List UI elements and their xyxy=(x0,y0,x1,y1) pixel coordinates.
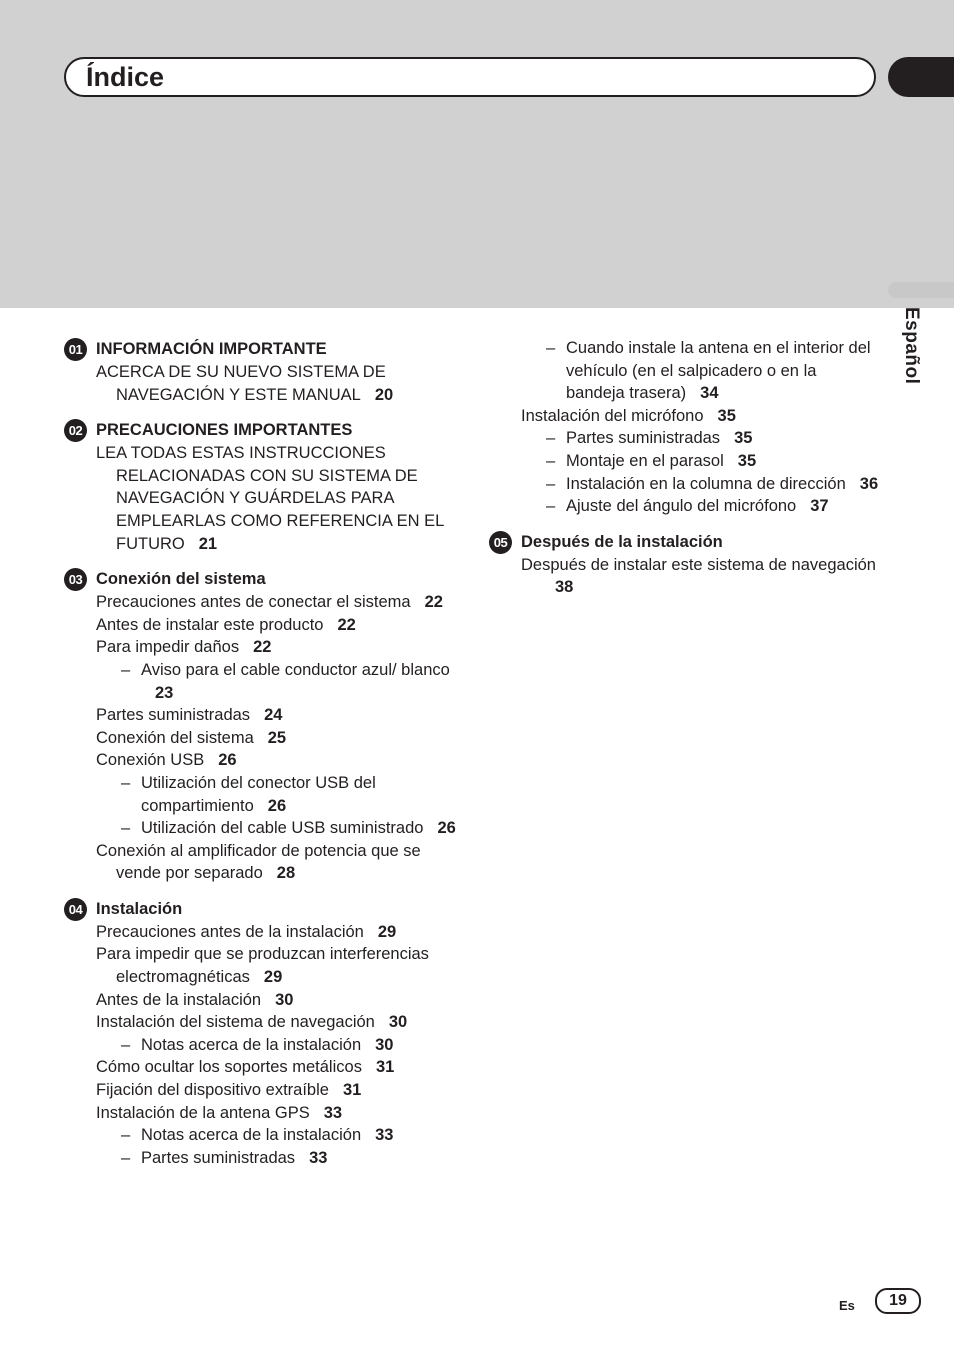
section-heading xyxy=(64,337,464,361)
toc-entry-text: Instalación en la columna de dirección xyxy=(566,474,846,493)
toc-entry-text: Antes de instalar este producto xyxy=(96,615,324,634)
toc-entry[interactable] xyxy=(64,989,464,1012)
toc-entry-text: Partes suministradas xyxy=(96,706,251,725)
toc-entry-page: 37 xyxy=(810,497,829,516)
toc-entry-page: 33 xyxy=(375,1126,394,1145)
section-number-badge: 01 xyxy=(64,338,87,361)
section-heading xyxy=(64,418,464,442)
toc-entry-page: 22 xyxy=(337,615,356,634)
toc-entry-text: Aviso para el cable conductor azul/ blanco xyxy=(141,660,450,679)
toc-entry-page: 24 xyxy=(264,706,283,725)
title-box xyxy=(64,57,876,97)
section-title: PRECAUCIONES IMPORTANTES xyxy=(96,421,353,440)
toc-entry-text: Partes suministradas xyxy=(141,1148,296,1167)
dash-marker: – xyxy=(546,339,556,357)
toc-entry-page: 26 xyxy=(437,819,456,838)
toc-entry-text: Utilización del cable USB suministrado xyxy=(141,819,424,838)
toc-entry-page: 23 xyxy=(155,683,174,702)
toc-entry[interactable] xyxy=(64,1124,464,1147)
toc-entry[interactable] xyxy=(64,921,464,944)
toc-entry[interactable] xyxy=(64,1102,464,1125)
language-label: Español xyxy=(901,307,922,385)
toc-entry-text: Para impedir daños xyxy=(96,638,240,657)
section-title: INFORMACIÓN IMPORTANTE xyxy=(96,340,327,358)
toc-entry-page: 26 xyxy=(267,796,287,815)
toc-entry-page: 30 xyxy=(388,1013,408,1032)
toc-entry[interactable] xyxy=(489,405,879,428)
toc-entry-text: Instalación de la antena GPS xyxy=(96,1103,310,1122)
toc-entry-page: 28 xyxy=(276,864,296,883)
toc-entry[interactable] xyxy=(489,554,879,599)
toc-entry[interactable] xyxy=(64,442,464,555)
section-heading xyxy=(64,897,464,921)
header-band xyxy=(0,0,954,308)
toc-entry-page: 30 xyxy=(375,1035,394,1054)
toc-entry-text: Instalación del micrófono xyxy=(521,406,704,425)
toc-entry-page: 31 xyxy=(375,1058,395,1077)
section-heading xyxy=(489,530,879,554)
toc-entry-page: 36 xyxy=(859,474,879,493)
dash-marker: – xyxy=(121,819,131,838)
toc-entry-page: 21 xyxy=(198,534,218,553)
toc-entry[interactable] xyxy=(64,1079,464,1102)
page-title: Índice xyxy=(86,62,165,92)
dash-marker: – xyxy=(546,474,556,493)
toc-entry[interactable] xyxy=(64,727,464,750)
toc-entry[interactable] xyxy=(64,1147,464,1170)
toc-entry-text: ACERCA DE SU NUEVO SISTEMA DE NAVEGACIÓN Y ESTE MANUAL xyxy=(96,363,386,404)
toc-entry-text: Conexión al amplificador de potencia que se vende por separado xyxy=(96,841,421,883)
toc-entry[interactable] xyxy=(64,943,464,988)
toc-section xyxy=(64,418,464,555)
toc-entry[interactable] xyxy=(489,337,879,405)
toc-entry-text: Cómo ocultar los soportes metálicos xyxy=(96,1058,362,1077)
toc-entry[interactable] xyxy=(64,1034,464,1057)
dash-marker: – xyxy=(546,497,556,516)
toc-entry-page: 34 xyxy=(700,384,719,403)
section-number-badge: 03 xyxy=(64,568,87,591)
toc-entry-text: LEA TODAS ESTAS INSTRUCCIONES RELACIONADAS CON SU SISTEMA DE NAVEGACIÓN Y GUÁRDELAS PARA EMPLEARLAS COMO REFERENCIA EN EL FUTURO xyxy=(96,444,444,553)
language-code: Es xyxy=(839,1298,855,1313)
toc-entry-page: 26 xyxy=(218,751,237,770)
dash-marker: – xyxy=(546,429,556,448)
toc-entry[interactable] xyxy=(489,495,879,518)
toc-entry-text: Conexión USB xyxy=(96,751,205,770)
toc-entry-page: 35 xyxy=(734,429,753,448)
dash-marker: – xyxy=(121,1126,131,1145)
title-tab-marker xyxy=(888,57,954,97)
dash-marker: – xyxy=(546,451,556,470)
toc-entry-page: 33 xyxy=(323,1103,343,1122)
toc-entry[interactable] xyxy=(64,636,464,659)
toc-entry-text: Para impedir que se produzcan interferencias electromagnéticas xyxy=(96,945,429,987)
toc-section xyxy=(64,567,464,885)
toc-section xyxy=(64,337,464,406)
page-number: 19 xyxy=(875,1288,921,1314)
toc-entry-text: Notas acerca de la instalación xyxy=(141,1035,362,1054)
toc-entry-text: Partes suministradas xyxy=(566,429,721,448)
section-heading xyxy=(64,567,464,591)
toc-entry[interactable] xyxy=(64,591,464,614)
toc-entry-text: Precauciones antes de la instalación xyxy=(96,922,364,941)
toc-entry-page: 29 xyxy=(377,922,397,941)
section-title: Conexión del sistema xyxy=(96,570,266,589)
toc-entry[interactable] xyxy=(64,361,464,406)
dash-marker: – xyxy=(121,1148,131,1167)
toc-entry[interactable] xyxy=(489,427,879,450)
toc-entry-page: 29 xyxy=(263,968,283,987)
toc-entry-page: 25 xyxy=(267,728,287,747)
toc-entry-page: 22 xyxy=(253,638,272,657)
toc-entry[interactable] xyxy=(64,817,464,840)
toc-entry-page: 31 xyxy=(342,1081,362,1100)
toc-entry-text: Después de instalar este sistema de navegación xyxy=(521,555,876,574)
toc-entry[interactable] xyxy=(64,1011,464,1034)
dash-marker: – xyxy=(121,773,131,792)
toc-entry-text: Montaje en el parasol xyxy=(566,451,724,470)
toc-section xyxy=(64,897,464,1170)
toc-entry[interactable] xyxy=(64,704,464,727)
toc-entry[interactable] xyxy=(64,1056,464,1079)
language-tab-marker xyxy=(888,282,954,298)
toc-entry-page: 38 xyxy=(555,578,574,597)
dash-marker: – xyxy=(121,660,131,679)
toc-entry-text: Conexión del sistema xyxy=(96,728,254,747)
toc-entry[interactable] xyxy=(64,772,464,817)
toc-entry-text: Fijación del dispositivo extraíble xyxy=(96,1081,329,1100)
toc-entry[interactable] xyxy=(64,614,464,637)
section-number-badge: 04 xyxy=(64,898,87,921)
toc-entry-page: 35 xyxy=(737,451,757,470)
toc-right-column xyxy=(489,337,879,611)
toc-entry-page: 30 xyxy=(275,990,294,1009)
toc-continuation xyxy=(489,337,879,518)
toc-entry[interactable] xyxy=(64,659,464,704)
toc-entry[interactable] xyxy=(64,840,464,885)
toc-entry-page: 35 xyxy=(717,406,736,425)
dash-marker: – xyxy=(121,1035,131,1054)
toc-entry-text: Utilización del conector USB del compartimiento xyxy=(141,773,376,815)
toc-entry[interactable] xyxy=(489,450,879,473)
section-title: Después de la instalación xyxy=(521,532,723,551)
section-number-badge: 02 xyxy=(64,419,87,442)
toc-entry-text: Antes de la instalación xyxy=(96,990,262,1009)
toc-entry-page: 22 xyxy=(424,593,443,612)
toc-entry-text: Cuando instale la antena en el interior del vehículo (en el salpicadero o en la bandeja trasera) xyxy=(566,339,871,403)
section-number-badge: 05 xyxy=(489,531,512,554)
toc-section xyxy=(489,530,879,599)
toc-entry-page: 33 xyxy=(309,1148,328,1167)
section-title: Instalación xyxy=(96,899,183,918)
toc-entry-text: Instalación del sistema de navegación xyxy=(96,1013,375,1032)
toc-entry-text: Ajuste del ángulo del micrófono xyxy=(566,497,797,516)
toc-entry-text: Notas acerca de la instalación xyxy=(141,1126,362,1145)
toc-entry[interactable] xyxy=(64,749,464,772)
toc-entry-text: Precauciones antes de conectar el sistema xyxy=(96,593,411,612)
toc-entry-page: 20 xyxy=(374,385,394,404)
toc-left-column xyxy=(64,337,464,1181)
toc-entry[interactable] xyxy=(489,473,879,496)
